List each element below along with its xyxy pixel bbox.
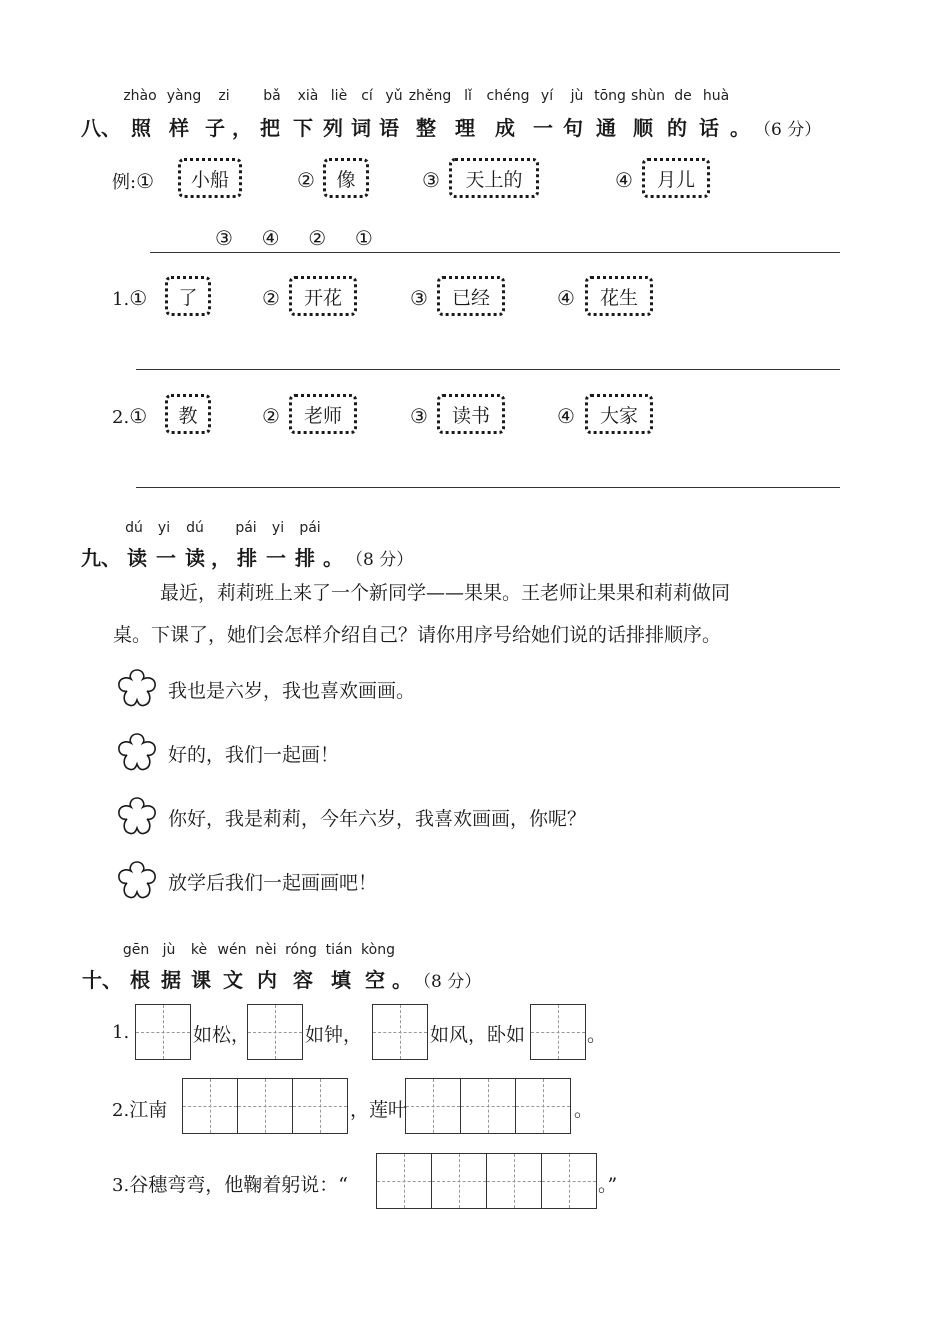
heading-char: 子 [205, 116, 225, 140]
grid-cell[interactable] [372, 1004, 428, 1060]
heading-char: 九、 [81, 546, 121, 570]
heading-char: 通 [596, 116, 616, 140]
grid-cell[interactable] [182, 1078, 238, 1134]
passage-line: 桌。下课了，她们会怎样介绍自己？请你用序号给她们说的话排排顺序。 [113, 624, 722, 646]
question-number: 1.① [112, 286, 148, 310]
section10-heading [80, 964, 481, 993]
pinyin: zhào [123, 88, 157, 104]
pinyin: yàng [166, 88, 202, 104]
heading-char: 词 [351, 116, 371, 140]
grid-cell[interactable] [530, 1004, 586, 1060]
heading-char: 十、 [82, 968, 122, 992]
grid-cell[interactable] [135, 1004, 191, 1060]
pinyin: kè [190, 942, 208, 958]
heading-char: 填 [331, 968, 351, 992]
pinyin: zhěng [408, 88, 452, 104]
pinyin: dú [125, 520, 143, 536]
heading-char: 排 [295, 546, 315, 570]
word-card: 花生 [585, 276, 653, 316]
heading-char: 理 [455, 116, 475, 140]
score: （8 分） [346, 550, 414, 570]
heading-char: 课 [191, 968, 211, 992]
heading-char: 容 [293, 968, 313, 992]
pinyin: shùn [631, 88, 665, 104]
fill-text: 如风，卧如 [430, 1024, 526, 1046]
word-card: 小船 [178, 158, 242, 198]
item-mark: ② [262, 286, 280, 310]
question-number: 2.江南 [112, 1099, 168, 1121]
heading-char: 整 [416, 116, 436, 140]
pinyin: yi [271, 520, 285, 536]
word-card: 了 [165, 276, 211, 316]
grid-cell[interactable] [515, 1078, 571, 1134]
item-mark: ④ [557, 286, 575, 310]
heading-char: 根 [130, 968, 150, 992]
score: （8 分） [414, 972, 482, 992]
pinyin: cí [361, 88, 373, 104]
grid-cell[interactable] [541, 1153, 597, 1209]
grid-cell[interactable] [486, 1153, 542, 1209]
word-card: 开花 [289, 276, 357, 316]
heading-char: 话 [699, 116, 719, 140]
pinyin: chéng [486, 88, 530, 104]
writing-grid[interactable] [247, 1004, 303, 1060]
example-order: ③ ④ ② ① [215, 226, 373, 250]
grid-cell[interactable] [376, 1153, 432, 1209]
pinyin: kòng [361, 942, 395, 958]
word-card: 像 [323, 158, 369, 198]
passage-line: 最近，莉莉班上来了一个新同学——果果。王老师让果果和莉莉做同 [160, 582, 731, 604]
heading-char: 的 [667, 116, 687, 140]
pinyin: yi [157, 520, 171, 536]
dialogue-item: 你好，我是莉莉，今年六岁，我喜欢画画，你呢？ [168, 808, 587, 830]
question-number: 1. [112, 1022, 130, 1043]
pinyin: wén [217, 942, 247, 958]
heading-char: 照 [131, 116, 151, 140]
example-label: 例:① [112, 169, 155, 193]
word-card: 天上的 [449, 158, 539, 198]
pinyin: xià [297, 88, 319, 104]
section8-pinyin [118, 88, 734, 104]
heading-char: ， [211, 546, 231, 570]
section8-heading [80, 112, 821, 141]
fill-text: ，莲叶 [350, 1099, 408, 1121]
word-card: 大家 [585, 394, 653, 434]
pinyin: zi [218, 88, 230, 104]
question-number: 3.谷穗弯弯，他鞠着躬说：“ [112, 1174, 348, 1196]
fill-text: 。 [574, 1099, 594, 1121]
heading-char: 顺 [633, 116, 653, 140]
heading-char: 读 [185, 546, 205, 570]
item-mark: ④ [615, 168, 633, 192]
pinyin: bǎ [263, 88, 281, 104]
heading-char: 。 [323, 546, 343, 570]
heading-char: 一 [156, 546, 176, 570]
word-card: 读书 [437, 394, 505, 434]
flower-answer-box[interactable] [114, 858, 160, 902]
grid-cell[interactable] [237, 1078, 293, 1134]
dialogue-item: 好的，我们一起画！ [168, 744, 340, 766]
answer-line[interactable] [136, 487, 840, 488]
answer-line [150, 252, 840, 253]
heading-char: 句 [563, 116, 583, 140]
word-card: 月儿 [642, 158, 710, 198]
item-mark: ④ [557, 404, 575, 428]
dialogue-item: 我也是六岁，我也喜欢画画。 [168, 680, 416, 702]
heading-char: 。 [392, 968, 412, 992]
section9-heading [80, 542, 413, 571]
grid-cell[interactable] [460, 1078, 516, 1134]
pinyin: yí [540, 88, 554, 104]
pinyin: tōng [594, 88, 626, 104]
pinyin: huà [702, 88, 730, 104]
fill-text: 。” [598, 1174, 618, 1196]
pinyin: yǔ [385, 88, 403, 104]
writing-grid[interactable] [182, 1078, 348, 1134]
heading-char: 列 [323, 116, 343, 140]
heading-char: 排 [237, 546, 257, 570]
flower-answer-box[interactable] [114, 794, 160, 838]
grid-cell[interactable] [431, 1153, 487, 1209]
section9-pinyin [118, 520, 328, 536]
heading-char: 下 [293, 116, 313, 140]
pinyin: róng [285, 942, 317, 958]
pinyin: nèi [255, 942, 277, 958]
pinyin: gēn [122, 942, 150, 958]
flower-answer-box[interactable] [114, 666, 160, 710]
item-mark: ② [297, 168, 315, 192]
heading-char: 一 [266, 546, 286, 570]
word-card: 教 [165, 394, 211, 434]
heading-char: 八、 [81, 116, 121, 140]
heading-char: 成 [495, 116, 515, 140]
writing-grid[interactable] [405, 1078, 571, 1134]
grid-cell[interactable] [405, 1078, 461, 1134]
heading-char: ， [232, 116, 252, 140]
heading-char: 一 [533, 116, 553, 140]
pinyin: tián [325, 942, 353, 958]
heading-char: 空 [365, 968, 385, 992]
pinyin: liè [330, 88, 348, 104]
writing-grid[interactable] [372, 1004, 428, 1060]
heading-char: 内 [257, 968, 277, 992]
dialogue-item: 放学后我们一起画画吧！ [168, 872, 378, 894]
flower-answer-box[interactable] [114, 730, 160, 774]
pinyin: pái [299, 520, 321, 536]
section10-pinyin [118, 942, 398, 958]
word-card: 已经 [437, 276, 505, 316]
heading-char: 。 [730, 116, 750, 140]
question-number: 2.① [112, 404, 148, 428]
heading-char: 样 [169, 116, 189, 140]
score: （6 分） [754, 120, 822, 140]
writing-grid[interactable] [530, 1004, 586, 1060]
grid-cell[interactable] [292, 1078, 348, 1134]
item-mark: ③ [410, 404, 428, 428]
heading-char: 据 [161, 968, 181, 992]
fill-text: 如松， [193, 1024, 251, 1046]
pinyin: jù [570, 88, 584, 104]
writing-grid[interactable] [135, 1004, 191, 1060]
word-card: 老师 [289, 394, 357, 434]
pinyin: de [674, 88, 692, 104]
heading-char: 文 [223, 968, 243, 992]
grid-cell[interactable] [247, 1004, 303, 1060]
pinyin: jù [162, 942, 176, 958]
item-mark: ② [262, 404, 280, 428]
heading-char: 语 [379, 116, 399, 140]
heading-char: 读 [127, 546, 147, 570]
pinyin: pái [235, 520, 257, 536]
fill-text: 。 [587, 1024, 607, 1046]
writing-grid[interactable] [376, 1153, 597, 1209]
fill-text: 如钟， [305, 1024, 363, 1046]
heading-char: 把 [260, 116, 280, 140]
pinyin: lǐ [464, 88, 472, 104]
answer-line[interactable] [136, 369, 840, 370]
item-mark: ③ [410, 286, 428, 310]
pinyin: dú [186, 520, 204, 536]
item-mark: ③ [422, 168, 440, 192]
